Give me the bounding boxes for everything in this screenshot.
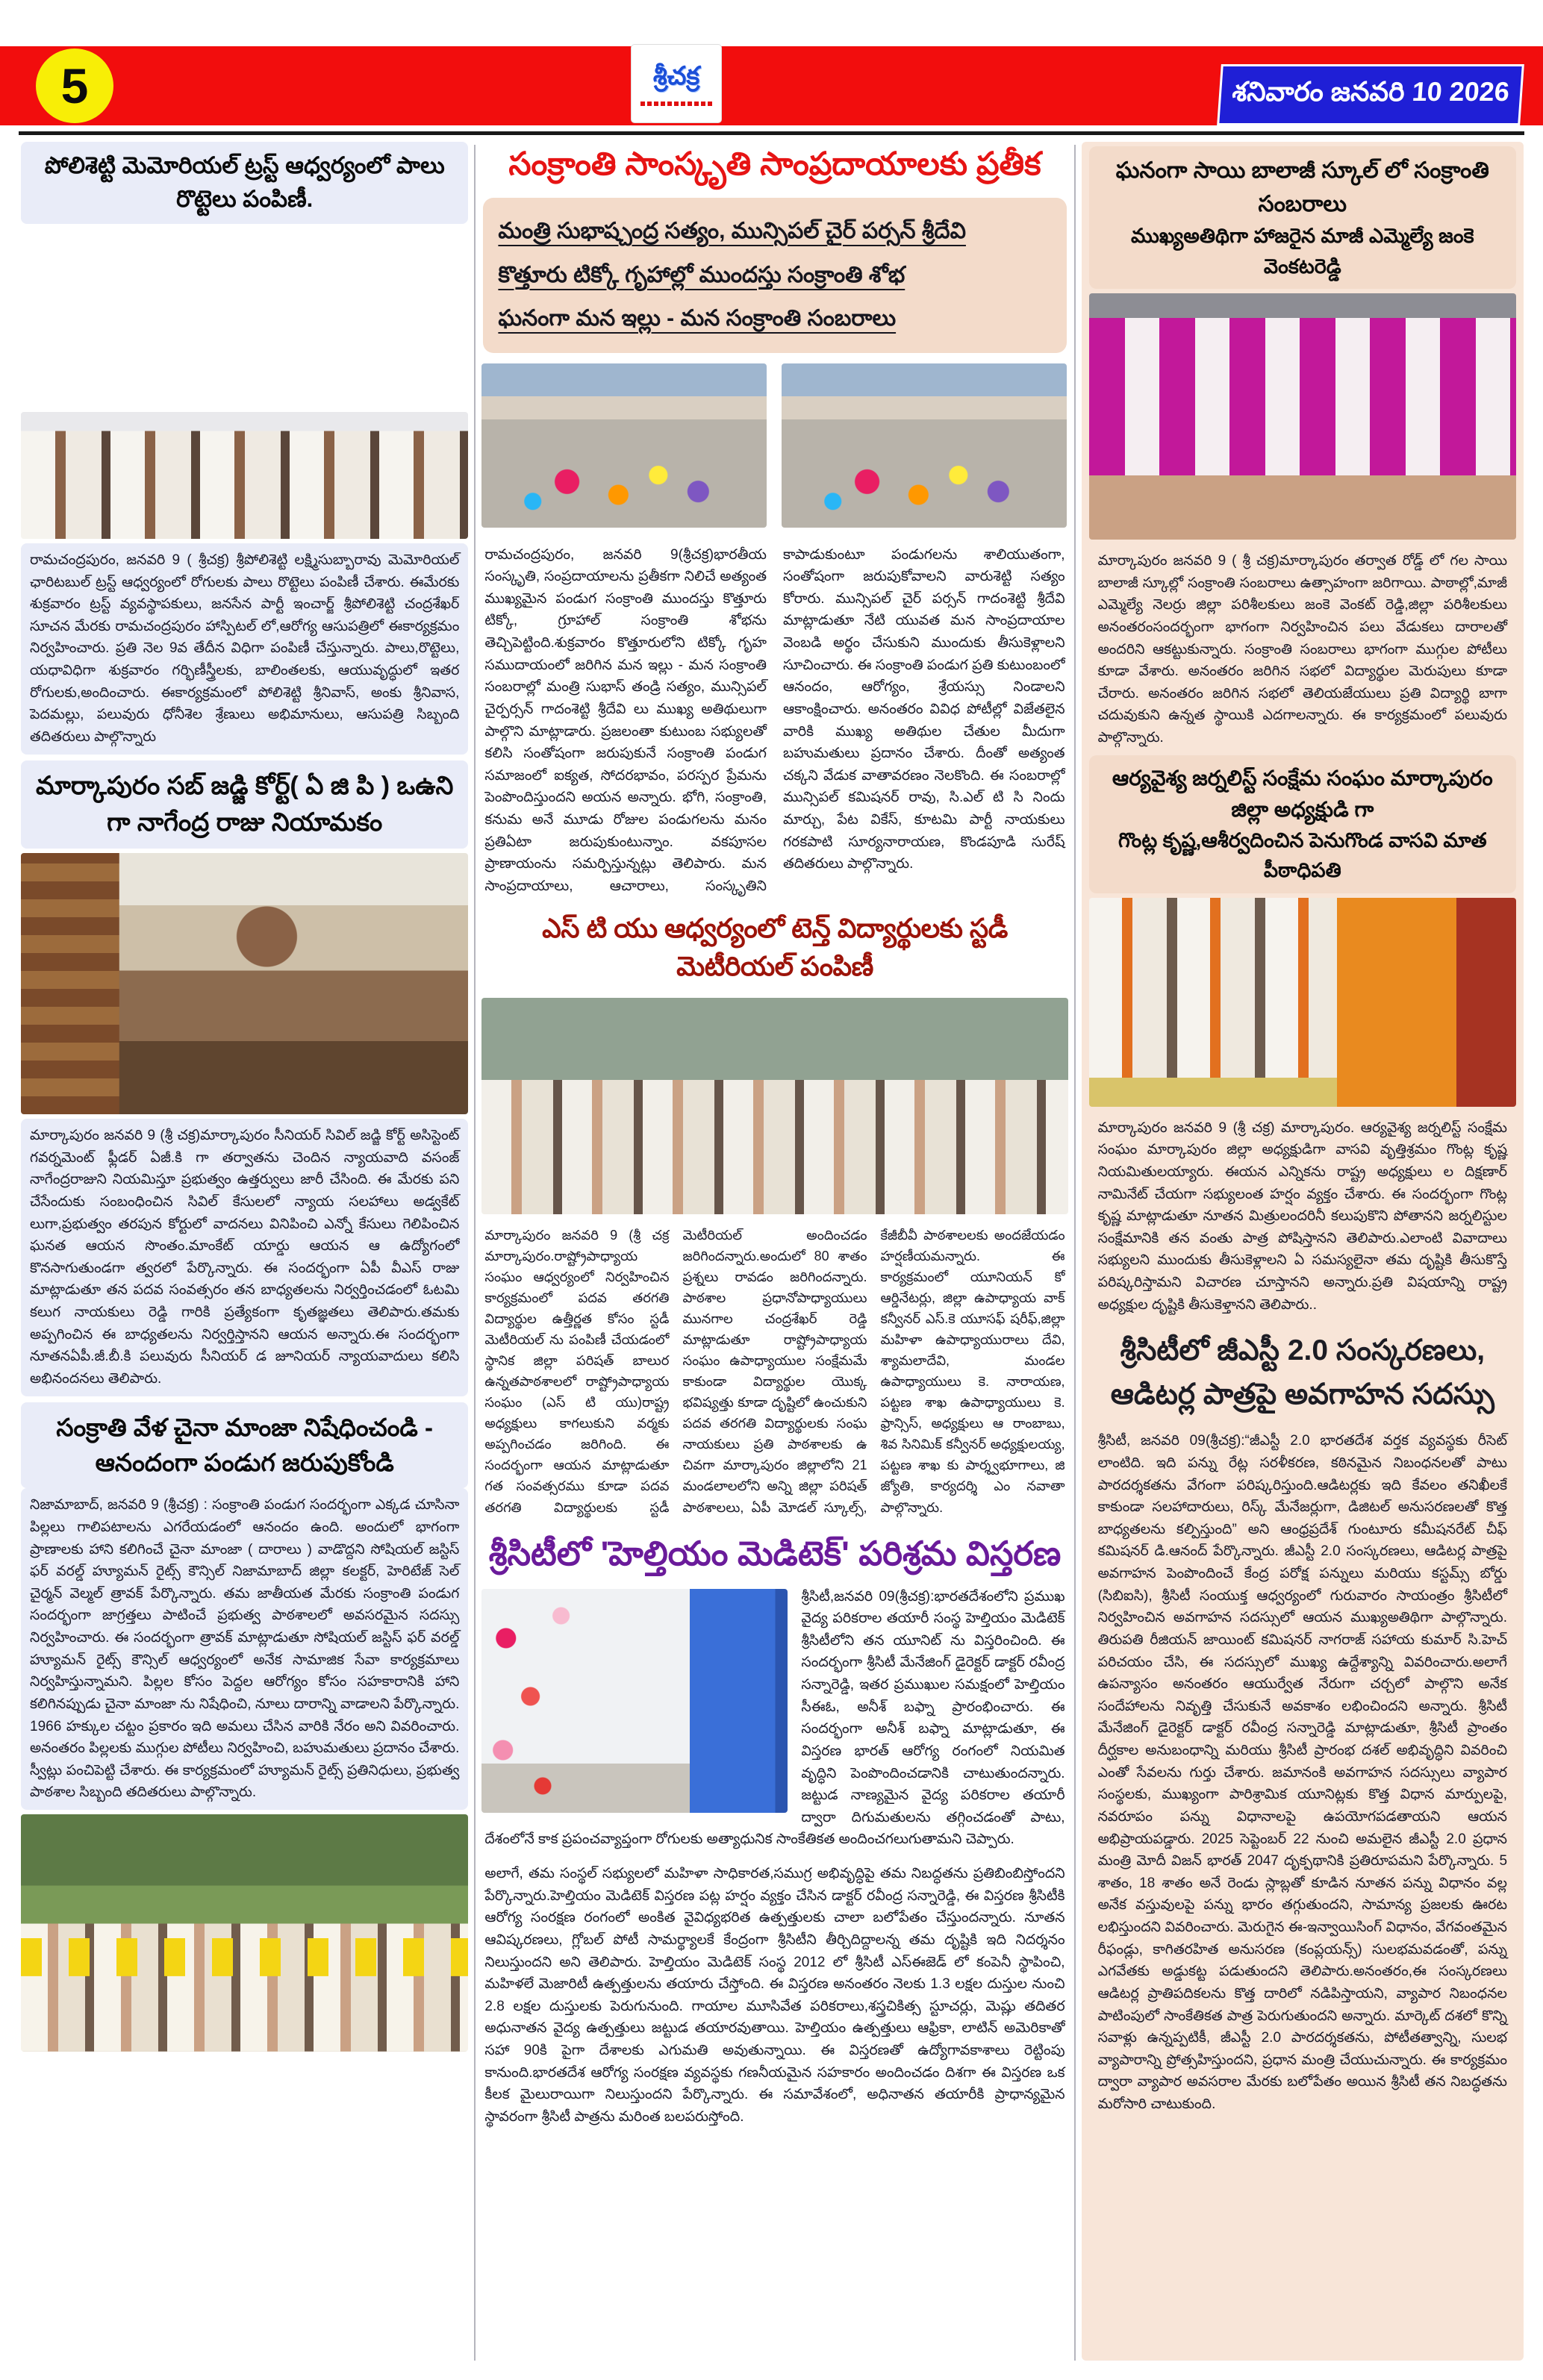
sankranti-photo-row [481, 359, 1067, 532]
date-banner: శనివారం జనవరి 10 2026 [1217, 64, 1524, 125]
column-divider-left [474, 145, 476, 2361]
article-body-milk-distribution: రామచంద్రపురం, జనవరి 9 ( శ్రీచక్ర) శ్రీపోలిశెట్టి లక్ష్మిసుబ్బారావు మెమోరియల్ ఛారిటబుల్ ట్రస్ట్ ఆధ్వర్యంలో రోగులకు పాలు రొట్టెలు పంపిణీ చేశారు. ఈమేరకు శుక్రవారం ట్రస్ట్ వ్యవస్థాపకులు, జనసేన పార్టీ ఇంచార్జ్ శ్రీపోలిశెట్టి చంద్రశేఖర్ సూచన మేరకు రామచంద్రపురం హాస్పిటల్ లో,ఆరోగ్య ఆసుపత్రిలో ఈకార్యక్రమం నిర్వహించారు. ప్రతి నెల 9వ తేదీన విధిగా పంపిణీ చేస్తున్నారు. పాలు,రొట్టెలు, యధావిధిగా శుక్రవారం గర్భిణీస్త్రీలకు, బాలింతలకు, ఆయువృద్ధులో ఇతర రోగులకు,అందించారు. ఈకార్యక్రమంలో పోలిశెట్టి శ్రీనివాస్, అంకు శ్రీనివాస, పెదమల్లు, పలువురు ధోనీశెల శ్రేణులు అభిమానులు, ఆసుపత్రి సిబ్బంది తదితరులు పాల్గొన్నారు [21, 543, 468, 755]
headline-school-line-1: ఘనంగా సాయి బాలాజీ స్కూల్ లో సంక్రాంతి సంబరాలు [1115, 158, 1489, 216]
right-column [1082, 142, 1524, 2361]
left-column [21, 142, 468, 2361]
subheadline-line-2: కొత్తూరు టిక్కో గృహాల్లో ముందస్తు సంక్రాంతి శోభ [498, 262, 905, 287]
article-body-subjudge-appointment: మార్కాపురం జనవరి 9 (శ్రీ చక్ర)మార్కాపురం సీనియర్ సివిల్ జడ్జి కోర్ట్ అసిస్టెంట్ గవర్నమెంట్ ఫ్లీడర్ ఏజీ.కి గా తర్వాతను చెందిన న్యాయవాది వసంజ్ నాగేంద్రరాజుని నియమిస్తూ ప్రభుత్వం ఉత్తర్వులు జారీ చేసింది. ఈ మేరకు పని చేసేందుకు సంబంధించిన సివిల్ కేసులలో న్యాయ సలహాలు అడ్వకేట్ లుగా,ప్రభుత్వం తరపున కోర్టులో వాదనలు వినిపించి ఎన్నో కేసులు గెలిపించిన ఘనత ఆయన సొంతం.మాంకేట్ యార్డు ఆయన ఆ ఉద్యోగంలో కొనసాగుతుండగా త్వరలో పేర్కొన్నారు. ఈ సందర్భంగా ఏపీ వీఎస్ రాజు మాట్లాడుతూ తన పదవ సంవత్సరం తన బాధ్యతలను నిర్వర్తించడంలో ఓటమి కలుగ నాయకులు రెడ్డి గారికి ప్రత్యేకంగా కృతజ్ఞతలు తెలిపారు.తమకు అప్పగించిన ఈ బాధ్యతలను నిర్వర్తిస్తానని ఆయన అన్నారు.ఈ సందర్భంగా నూతనఏపీ.జీ.బీ.కి పలువురు సీనియర్ డ జూనియర్ న్యాయవాదులు కలిసి అభినందనలు తెలిపారు. [21, 1119, 468, 1396]
subheadline-line-3: ఘనంగా మన ఇల్లు - మన సంక్రాంతి సంబరాలు [498, 306, 897, 331]
newspaper-logo [632, 45, 721, 122]
headline-sai-balaji-school [1089, 146, 1516, 289]
columns-container [21, 142, 1524, 2361]
center-column [481, 142, 1067, 2361]
headline-healthium-expansion: శ్రీసిటీలో 'హెల్తియం మెడిటెక్' పరిశ్రమ విస్తరణ [488, 1534, 1062, 1572]
headline-sankranti-main: సంక్రాంతి సాంస్కృతి సాంప్రదాయాలకు ప్రతీక [508, 146, 1041, 182]
headline-subjudge-appointment: మార్కాపురం సబ్ జడ్జి కోర్ట్( ఏ జి పి ) ఒఉని గా నాగేంద్ర రాజు నియామకం [21, 760, 468, 849]
article-body-school-celebrations: మార్కాపురం జనవరి 9 ( శ్రీ చక్ర)మార్కాపురం తర్వాత రోడ్డ్ లో గల సాయి బాలాజీ స్కూల్లో సంక్రాంతి సంబరాలు ఉత్సాహంగా జరిగాయి. పాఠాల్లో,మాజీ ఎమ్మెల్యే నెలర్రు జిల్లా పరిశీలకులు జంకె వెంకట్ రెడ్డి,జిల్లా పరిశీలకులు అనంతరంసందర్భంగా భాగంగా నిర్వహించిన పలు వేడుకలు దారాలతో అందరిని ఆకట్టుకున్నారు. సంక్రాంతి సంబరాలు భాగంగా ముగ్గుల పోటీలు కూడా వేశారు. అనంతరం జరిగిన సభలో విద్యార్థుల మెరుపులు కూడా చేరారు. అనంతరం జరిగిన సభలో తెలియజేయులు ప్రతి విద్యార్థి బాగా చదువుకుని ఉన్నత స్థాయికి ఎదగాలన్నారు. ఈ కార్యక్రమంలో పలువురు పాల్గొన్నారు. [1097, 553, 1508, 746]
article-body-sankranti-main: రామచంద్రపురం, జనవరి 9(శ్రీచక్ర)భారతీయ సంస్కృతి, సంప్రదాయాలను ప్రతీకగా నిలిచే అత్యంత ముఖ్యమైన పండుగ సంక్రాంతి ముందస్తు కొత్తూరు టిక్కో, గ్రూహాల్ సంక్రాంతి శోభను తెచ్చిపెట్టింది.శుక్రవారం కొత్తూరులోని టిక్కో గృహ సముదాయంలో జరిగిన మన ఇల్లు - మన సంక్రాంతి సంబరాల్లో మంత్రి సుభాస్ తండ్రి సత్యం, మున్సిపల్ చైర్పర్సన్ గాదంశెట్టి శ్రీదేవి లు ముఖ్య అతిథులుగా పాల్గొని మాట్లాడారు. ప్రజలంతా కుటుంబ సభ్యులతో కలిసి సంతోషంగా జరుపుకునే సంక్రాంతి పండుగ సమాజంలో ఐక్యత, సోదరభావం, పరస్పర ప్రేమను పెంపొందిస్తుందని అయన అన్నారు. భోగి, సంక్రాంతి, కనుమ అనే మూడు రోజుల పండుగలను మనం ప్రతిఏటా జరుపుకుంటున్నాం. వకపూసల ప్రాణాయంను సమర్పిస్తున్నట్లు తెలిపారు. మన సాంప్రదాయాలు, ఆచారాలు, సంస్కృతిని కాపాడుకుంటూ పండుగలను శాలియుతంగా, సంతోషంగా జరుపుకోవాలని వారుశెట్టి సత్యం కోరారు. మున్సిపల్ చైర్ పర్సన్ గాదంశెట్టి శ్రీదేవి మాట్లాడుతూ నేటి యువత మన సాంప్రదాయాల వెంబడి అర్థం చేసుకుని ముందుకు తీసుకెళ్లాలని సూచించారు. ఈ సంక్రాంతి పండుగ ప్రతి కుటుంబంలో ఆనందం, ఆరోగ్యం, శ్రేయస్సు నిండాలని ఆకాంక్షించారు. అనంతరం వివిధ పోటీల్లో విజేతలైన వారికి ముఖ్య అతిథుల చేతుల మీదుగా బహుమతులు ప్రదానం చేశారు. దీంతో అత్యంత చక్కని వేడుక వాతావరణం నెలకొంది. ఈ సంబరాల్లో మున్సిపల్ కమిషనర్ రావు, సి.ఎల్ టి సి నిందు మార్చు, పేట వికేస్, కూటమి పార్టీ నాయకులు గరకపాటి సూర్యనారాయణ, కొండపూడి సురేష్ తదితరులు పాల్గొన్నారు. [484, 546, 1065, 894]
article-body-stu-study-material: మార్కాపురం జనవరి 9 (శ్రీ చక్ర మార్కాపురం.రాష్ట్రోపాధ్యాయ సంఘం ఆధ్వర్యంలో నిర్వహించిన కార్యక్రమంలో పదవ తరగతి విద్యార్థుల ఉత్తీర్ణత కోసం స్టడీ మెటీరియల్ ను పంపిణీ చేయడంలో స్థానిక జిల్లా పరిషత్ బాలుర ఉన్నతపాఠశాలలో రాష్ట్రోపాధ్యాయ సంఘం (ఎస్ టి యు)రాష్ట్ర అధ్యక్షులు కాగలుకుని వర్మకు అప్పగించడం జరిగింది. ఈ సందర్భంగా ఆయన మాట్లాడుతూ గత సంవత్సరము కూడా పదవ తరగతి విద్యార్థులకు స్టడీ మెటీరియల్ అందించడం జరిగిందన్నారు.అందులో 80 శాతం ప్రశ్నలు రావడం జరిగిందన్నారు. పాఠశాల ప్రధానోపాధ్యాయులు మునగాల చంద్రశేఖర్ రెడ్డి మాట్లాడుతూ రాష్ట్రోపాధ్యాయ సంఘం ఉపాధ్యాయుల సంక్షేమమే కాకుండా విద్యార్థుల యొక్క భవిష్యత్తు కూడా దృష్టిలో ఉంచుకుని పదవ తరగతి విద్యార్థులకు సంఘ నాయకులు ప్రతి పాఠశాలకు ఉ చివగా మార్కాపురం జిల్లాలోని 21 మండలాలలోని అన్ని జిల్లా పరిషత్ పాఠశాలలు, ఏపీ మోడల్ స్కూల్స్, కేజీబీవీ పాఠశాలలకు అందజేయడం హర్షణీయమన్నారు. ఈ కార్యక్రమంలో యూనియన్ కో ఆర్డినేటర్లు, జిల్లా ఉపాధ్యాయ వాక్ కన్వీనర్ ఎస్.కె యూసఫ్ షరీఫ్,జిల్లా మహిళా ఉపాధ్యాయురాలు దేవి, శ్యామలాదేవి, మండల ఉపాధ్యాయులు కె. నారాయణ, పట్టణ శాఖ ఉపాధ్యాయులు కె. ఫ్రాన్సిస్, అధ్యక్షులు ఆ రాంబాబు, శివ సినిమిక్ కన్వీనర్ అధ్యక్షులయ్య, పట్టణ శాఖ కు పార్శ్వభూగాలు, జి జ్యోతి, కార్యదర్శి ఎం నవాతా పాల్గొన్నారు. [484, 1227, 1065, 1515]
headline-aryavysya-line-2: గొంట్ల కృష్ణ,ఆశీర్వదించిన పెనుగొండ వాసవి మాత పీఠాధిపతి [1117, 828, 1487, 882]
article-body-aryavysya: మార్కాపురం జనవరి 9 (శ్రీ చక్ర) మార్కాపురం. ఆర్యవైశ్య జర్నలిస్ట్ సంక్షేమ సంఘం మార్కాపురం జిల్లా అధ్యక్షుడిగా వాసవి వృత్తిశ్రమం గొంట్ల కృష్ణ నియమితులయ్యారు. ఈయన ఎన్నికను రాష్ట్ర అధ్యక్షులు ల దిక్షణార్ నామినేట్ చేయగా సభ్యులంత హర్షం వ్యక్తం చేశారు. ఈ సందర్భంగా గొంట్ల కృష్ణ మాట్లాడుతూ నూతన మిత్రులందరినీ కలుపుకొని పోతానని జర్నలిస్టుల సంక్షేమానికి తన వంతు పాత్ర పోషిస్తానని తెలిపారు.ఎలాంటి వివాదాలు సభ్యులని ముందుకు తీసుకెళ్లాలని ఏ సమస్యలైనా తమ దృష్టికి తీసుకొస్తే పరిష్కరిస్తామని విచారణ చూస్తానని అన్నారు.ప్రతి విషయాన్ని రాష్ట్ర అధ్యక్షుల దృష్టికి తీసుకెళ్తానని తెలిపారు.. [1097, 1119, 1508, 1313]
photo-stu-distribution [481, 998, 1067, 1214]
headline-milk-distribution: పోలిశెట్టి మెమోరియల్ ట్రస్ట్ ఆధ్వర్యంలో పాలు రొట్టెలు పంపిణీ. [21, 142, 468, 224]
headline-gst-line-2: ఆడిటర్ల పాత్రపై అవగాహన సదస్సు [1110, 1378, 1494, 1411]
photo-milk-distribution-group [21, 412, 468, 539]
headline-stu-study-material: ఎస్ టి యు ఆధ్వర్యంలో టెన్త్ విద్యార్థులకు స్టడీ మెటీరియల్ పంపిణీ [542, 912, 1008, 981]
page-number-badge: 5 [36, 49, 113, 123]
photo-vasavi-peethadhipathi [1089, 898, 1516, 1107]
photo-rangoli-street-1 [481, 363, 767, 528]
column-divider-right [1074, 145, 1076, 2361]
headline-china-manja-ban: సంక్రాతి వేళ చైనా మాంజా నిషేధించండి - ఆనందంగా పండుగ జరుపుకోండి [21, 1402, 468, 1489]
photo-rangoli-street-2 [782, 363, 1067, 528]
photo-healthium-ribbon-cutting [481, 1589, 788, 1813]
masthead-divider-rule [19, 131, 1524, 135]
photo-milk-distribution-ward [21, 228, 468, 407]
newspaper-logo-text: శ్రీచక్ర [652, 61, 700, 90]
masthead [0, 46, 1543, 125]
photo-children-with-flags [21, 1814, 468, 2052]
photo-advocate-at-desk [21, 853, 468, 1114]
headline-aryavysya-line-1: ఆర్యవైశ్య జర్నలిస్ట్ సంక్షేమ సంఘం మార్కాపురం జిల్లా అధ్యక్షుడి గా [1112, 766, 1493, 821]
headline-gst-line-1: శ్రీసిటీలో జీఎస్టీ 2.0 సంస్కరణలు, [1120, 1334, 1486, 1367]
subheadline-line-1: మంత్రి సుభాష్చంద్ర సత్యం, మున్సిపల్ చైర్ పర్సన్ శ్రీదేవి [498, 219, 966, 243]
article-body-healthium-intro: శ్రీసిటీ,జనవరి 09(శ్రీచక్ర):భారతదేశంలోని ప్రముఖ వైద్య పరికరాల తయారీ సంస్థ హెల్తియం మెడిటెక్ శ్రీసిటీలోని తన యూనిట్ ను విస్తరించింది. ఈ సందర్భంగా శ్రీసిటీ మేనేజింగ్ డైరెక్టర్ డాక్టర్ రవీంద్ర సన్నారెడ్డి, ఇతర ప్రముఖుల సమక్షంలో హెల్తియం సీఈఓ, అనీశ్ బఫ్నా ప్రారంభించారు. ఈ సందర్భంగా అనీశ్ బఫ్నా మాట్లాడుతూ, ఈ విస్తరణ భారత్ ఆరోగ్య రంగంలో నియమిత వృద్ధిని పెంపొందించడానికి చాటుతుందన్నారు. జట్టుడ నాణ్యమైన వైద్య పరికరాల తయారీ ద్వారా దిగుమతులను తగ్గించడంతో పాటు, దేశంలోనే కాక ప్రపంచవ్యాప్తంగా రోగులకు అత్యాధునిక సాంకేతికత అందించగలుగుతామని చెప్పారు. [484, 1588, 1065, 1848]
headline-aryavysya-journalist [1089, 755, 1516, 893]
newspaper-logo-tagline-mark [640, 101, 712, 106]
article-body-healthium-detail: అలాగే, తమ సంస్థల్ సభ్యులలో మహిళా సాధికారత,సముగ్ర అభివృద్ధిపై తమ నిబద్ధతను ప్రతిబింబిస్తోందని పేర్కొన్నారు.హెల్తియం మెడిటెక్ విస్తరణ పట్ల హర్షం వ్యక్తం చేసిన డాక్టర్ రవీంద్ర సన్నారెడ్డి, ఈ విస్తరణ శ్రీసిటీకి ఆరోగ్య సంరక్షణ రంగంలో అంకిత వైవిధ్యభరిత ఉత్పత్తులకు చాలా బలోపేతం చేస్తుందన్నారు. నూతన ఆవిష్కరణలు, గ్లోబల్ పోటీ సామర్థ్యాలకే కేంద్రంగా శ్రీసిటీని తీర్చిదిద్దాలన్న తమ దృష్టికి ఇది నిదర్శనం నిలుస్తుందని అని తెలిపారు. హెల్తియం మెడిటెక్ సంస్థ 2012 లో శ్రీసిటీ ఎస్ఈజెడ్ లో కంపెనీ స్థాపించి, మహిళలే మెజారిటీ ఉత్పత్తులను తయారు చేస్తోంది. ఈ విస్తరణ అనంతరం నెలకు 1.3 లక్షల దుస్తుల నుంచి 2.8 లక్షల దుస్తులకు పెరుగునుంది. గాయాల మూసివేత పరికరాలు,శస్త్రచికిత్స స్టూచర్లు, మెష్లు తదితర అధునాతన వైద్య ఉత్పత్తులు జట్టుడ తయారవుతాయి. హెల్తియం ఉత్పత్తులు ఆఫ్రికా, లాటిన్ అమెరికాతో సహా 90కి పైగా దేశాలకు ఎగుమతి అవుతున్నాయి. ఈ విస్తరణతో ఉద్యోగావకాశాలు రెట్టింపు కానుంది.భారతదేశ ఆరోగ్య సంరక్షణ వ్యవస్థకు గణనీయమైన సహకారం అందించడం దిశగా ఈ విస్తరణ ఒక కీలక మైలురాయిగా నిలుస్తుందని పేర్కొన్నారు. ఈ సమావేశంలో, అధినాతన తయారీకి ప్రాధాన్యమైన స్థావరంగా శ్రీసిటీ పాత్రను మరింత బలపరుస్తోంది. [484, 1866, 1065, 2125]
headline-school-line-2: ముఖ్యఅతిథిగా హాజరైన మాజీ ఎమ్మెల్యే జంకె వెంకటరెడ్డి [1130, 225, 1474, 278]
headline-gst-seminar [1089, 1322, 1516, 1424]
article-healthium [481, 1586, 1067, 2134]
article-body-gst-seminar: శ్రీసిటీ, జనవరి 09(శ్రీచక్ర):“జీఎస్టీ 2.0 భారతదేశ వర్తక వ్యవస్థకు రీసెట్ లాంటిది. ఇది పన్ను రేట్ల సరళీకరణ, కఠినమైన నిబంధనలతో పాటు పారదర్శకతను వేగంగా పరిష్కరిస్తుంది.ఆడిటర్లకు ఇది కేవలం తనిఖీలకే కాకుండా సలహాదారులు, రిస్క్ మేనేజర్లుగా, డిజిటల్ అనుసరణలతో కొత్త బాధ్యతలను కల్పిస్తుంది” అని ఆంధ్రప్రదేశ్ గుంటూరు కమీషనరేట్ చీఫ్ కమిషనర్ డి.ఆనంద్ పేర్కొన్నారు. జీఎస్టీ 2.0 సంస్కరణలు, ఆడిటర్ల పాత్రపై అవగాహన పెంపొందించే కేంద్ర పరోక్ష పన్నులు మరియు కస్టమ్స్ బోర్డు (సిబిఐసి), శ్రీసిటీ సంయుక్త ఆధ్వర్యంలో గురువారం సాయంత్రం శ్రీసిటీలో నిర్వహించిన అవగాహన సదస్సులో ఆయన ముఖ్యఅతిథిగా పాల్గొన్నారు. తిరుపతి రీజియన్ జాయింట్ కమిషనర్ నాగరాజ్ సహాయ కుమార్ సి.హెచ్ పరిచయం చేసి, ఈ సదస్సులో ముఖ్య ఉద్దేశ్యాన్ని వివరించారు.అలాగే ఉపన్యాసం అనంతరం ఆయుర్వేత నేరుగా చర్చలో పాల్గొని అనేక సందేహాలను నివృత్తి చేసుకునే అవకాశం లభించిందని అన్నారు. శ్రీసిటీ మేనేజింగ్ డైరెక్టర్ డాక్టర్ రవీంద్ర సన్నారెడ్డి మాట్లాడుతూ, శ్రీసిటీ ప్రాంతం దీర్ఘకాల అనుబంధాన్ని మరియు శ్రీసిటీ ప్రారంభ దశల్ అభివృద్ధిని వివరించి ఎంతో సేవలను గుర్తు చేశారు. జమానంకి అవగాహన సదస్సులు వ్యాపార సంస్థలకు, ముఖ్యంగా పారిశ్రామిక యూనిట్లకు కొత్త విధాన మార్పులపై, నవరూపం పన్ను విధానాలపై ఉపయోగపడతాయని ఆయన అభిప్రాయపడ్డారు. 2025 సెప్టెంబర్ 22 నుంచి అమలైన జీఎస్టీ 2.0 ప్రధాన మంత్రి మోదీ విజన్ భారత్ 2047 దృక్పథానికి ప్రతిరూపమని పేర్కొన్నారు. 5 శాతం, 18 శాతం అనే రెండు స్లాబ్లతో కూడిన నూతన పన్ను విధానం వల్ల అనేక వస్తువులపై పన్ను భారం తగ్గుతుందని, సామాన్య ప్రజలకు ఊరట లభిస్తుందని వివరించారు. మెరుగైన ఈ-ఇన్వాయిసింగ్ విధానం, వేగవంతమైన రీఫండ్లు, కాగితరహిత అనుసరణ (కంప్లయన్స్) సులభమవడంతో, పన్ను ఎగవేతకు అడ్డుకట్ట పడుతుందని తెలిపారు.అనంతరం,ఈ సంస్కరణలు ఆడిటర్ల ప్రాతిపదికలను కొత్త దారిలో నడిపిస్తాయని, వ్యాపార నిబంధనల పాటింపులో సాంకేతికత పాత్ర పెరుగుతుందని అన్నారు. మార్కెట్ దశలో కొన్ని సవాళ్లు ఉన్నప్పటికీ, జీఎస్టీ 2.0 పారదర్శకతను, పోటీతత్వాన్ని, సులభ వ్యాపారాన్ని ప్రోత్సహిస్తుందని, ప్రధాన మంత్రి చేయుచున్నారు. ఈ కార్యక్రమం ద్వారా వ్యాపార అవసరాల మేరకు బలోపేతం అయిన శ్రీసిటీ తన నిబద్ధతను మరోసారి చాటుకుంది. [1097, 1433, 1508, 2112]
photo-school-stage [1089, 293, 1516, 540]
article-body-china-manja-ban: నిజామాబాద్, జనవరి 9 (శ్రీచక్ర) : సంక్రాంతి పండుగ సందర్భంగా ఎక్కడ చూసినా పిల్లలు గాలిపటాలను ఎగరేయడంలో ఆనందం ఉంది. అందులో భాగంగా ప్రాణాలకు హాని కలిగించే చైనా మాంజా ( దారాలు ) వాడొద్దని సోషియల్ జస్టిస్ ఫర్ వరల్డ్ హ్యూమన్ రైట్స్ కౌన్సిల్ నిజామాబాద్ జిల్లా కలక్టర్, హెరిటేజ్ సెల్ చైర్మన్ వెల్మల్ త్రావక్ పేర్కొన్నారు. తమ జాతీయత మేరకు సంక్రాంతి పండుగ సందర్భంగా జాగ్రత్తలు పాటించే ప్రభుత్వ పాఠశాలలో అవసరమైన సదస్సు నిర్వహించారు. ఈ సందర్భంగా త్రావక్ మాట్లాడుతూ సోషియల్ జస్టిస్ ఫర్ వరల్డ్ హ్యూమన్ రైట్స్ కౌన్సిల్ ఆధ్వర్యంలో అనేక సామాజిక సేవా కార్యక్రమాలు నిర్వహిస్తున్నామని. పిల్లల కోసం పెద్దల ఆరోగ్యం కోసం సహకారానికి హాని కలిగినప్పుడు చైనా మాంజా ను నిషేధించి, నూలు దారాన్ని వాడాలని పేర్కొన్నారు. 1966 హక్కుల చట్టం ప్రకారం ఇది అమలు చేసిన వారికి నేరం అని వివరించారు. అనంతరం పిల్లలకు ముగ్గుల పోటీలు నిర్వహించి, బహుమతులు ప్రదానం చేశారు. స్వీట్లు పంచిపెట్టి చేశారు. ఈ కార్యక్రమంలో హ్యూమన్ రైట్స్ ప్రతినిధులు, ప్రభుత్వ పాఠశాల సిబ్బంది తదితరులు పాల్గొన్నారు. [21, 1488, 468, 1810]
subheadline-sankranti-box [483, 198, 1066, 353]
